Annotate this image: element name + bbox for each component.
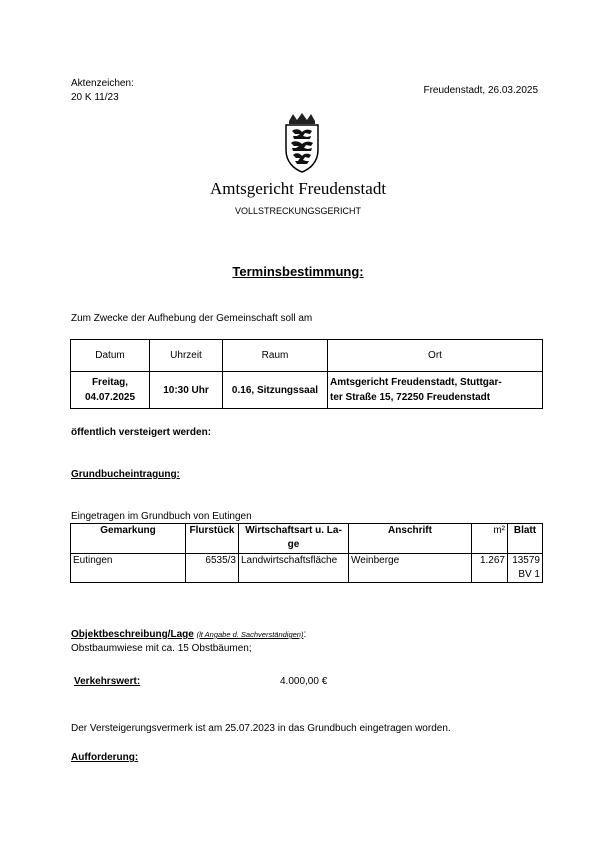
ort-line-2: ter Straße 15, 72250 Freudenstadt bbox=[330, 392, 491, 403]
objekt-note: (lt Angabe d. Sachverständigen) bbox=[196, 630, 304, 639]
header-blatt: Blatt bbox=[508, 524, 543, 554]
aktenzeichen-block bbox=[71, 77, 134, 105]
blatt-number: 13579 bbox=[512, 555, 540, 566]
cell-gemarkung: Eutingen bbox=[71, 554, 186, 583]
aufforderung-heading: Aufforderung: bbox=[71, 752, 139, 763]
wirtschaftsart-line-2: ge bbox=[287, 539, 300, 550]
versteigert-text: öffentlich versteigert werden: bbox=[71, 427, 212, 438]
grundbuch-table-row bbox=[71, 554, 543, 583]
header-uhrzeit: Uhrzeit bbox=[150, 340, 223, 372]
objekt-heading-line bbox=[71, 629, 306, 640]
datum-weekday: Freitag, bbox=[91, 377, 129, 388]
cell-flaeche: 1.267 bbox=[472, 554, 508, 583]
objekt-description: Obstbaumwiese mit ca. 15 Obstbäumen; bbox=[71, 643, 252, 654]
termin-table-row bbox=[71, 372, 543, 409]
blatt-bv: BV 1 bbox=[518, 569, 540, 580]
court-department: VOLLSTRECKUNGSGERICHT bbox=[234, 206, 362, 216]
cell-wirtschaftsart: Landwirtschaftsfläche bbox=[239, 554, 349, 583]
intro-text: Zum Zwecke der Aufhebung der Gemeinschaft soll am bbox=[71, 313, 313, 324]
cell-anschrift: Weinberge bbox=[349, 554, 472, 583]
termin-table-header bbox=[71, 340, 543, 372]
cell-ort bbox=[328, 372, 543, 409]
objekt-colon: : bbox=[303, 629, 307, 640]
header-anschrift: Anschrift bbox=[349, 524, 472, 554]
cell-datum bbox=[71, 372, 150, 409]
termin-table bbox=[70, 339, 543, 409]
ort-line-1: Amtsgericht Freudenstadt, Stuttgar- bbox=[330, 377, 502, 388]
grundbuch-intro: Eingetragen im Grundbuch von Eutingen bbox=[71, 511, 252, 522]
cell-raum: 0.16, Sitzungssaal bbox=[223, 372, 328, 409]
grundbuch-heading: Grundbucheintragung: bbox=[71, 469, 180, 480]
court-name: Amtsgericht Freudenstadt bbox=[209, 179, 387, 198]
cell-blatt bbox=[508, 554, 543, 583]
cell-uhrzeit: 10:30 Uhr bbox=[150, 372, 223, 409]
vermerk-text: Der Versteigerungsvermerk ist am 25.07.2023 in das Grundbuch eingetragen worden. bbox=[71, 723, 451, 734]
datum-date: 04.07.2025 bbox=[84, 392, 136, 403]
aktenzeichen-value: 20 K 11/23 bbox=[71, 92, 119, 103]
cell-flurstueck: 6535/3 bbox=[186, 554, 239, 583]
place-date: Freudenstadt, 26.03.2025 bbox=[423, 85, 538, 96]
verkehrswert-label: Verkehrswert: bbox=[74, 676, 141, 687]
baden-wuerttemberg-coat-of-arms-icon bbox=[281, 112, 323, 174]
header-gemarkung: Gemarkung bbox=[71, 524, 186, 554]
header-datum: Datum bbox=[71, 340, 150, 372]
header-flurstueck: Flurstück bbox=[186, 524, 239, 554]
objekt-heading: Objektbeschreibung/Lage bbox=[71, 629, 194, 640]
header-flaeche: m² bbox=[472, 524, 508, 554]
verkehrswert-value: 4.000,00 € bbox=[280, 676, 328, 687]
document-title: Terminsbestimmung: bbox=[232, 264, 364, 279]
wirtschaftsart-line-1: Wirtschaftsart u. La- bbox=[245, 525, 342, 536]
aktenzeichen-label: Aktenzeichen: bbox=[71, 78, 134, 89]
header-ort: Ort bbox=[328, 340, 543, 372]
header-raum: Raum bbox=[223, 340, 328, 372]
grundbuch-table-header bbox=[71, 524, 543, 554]
header-wirtschaftsart bbox=[239, 524, 349, 554]
grundbuch-table bbox=[70, 523, 543, 583]
